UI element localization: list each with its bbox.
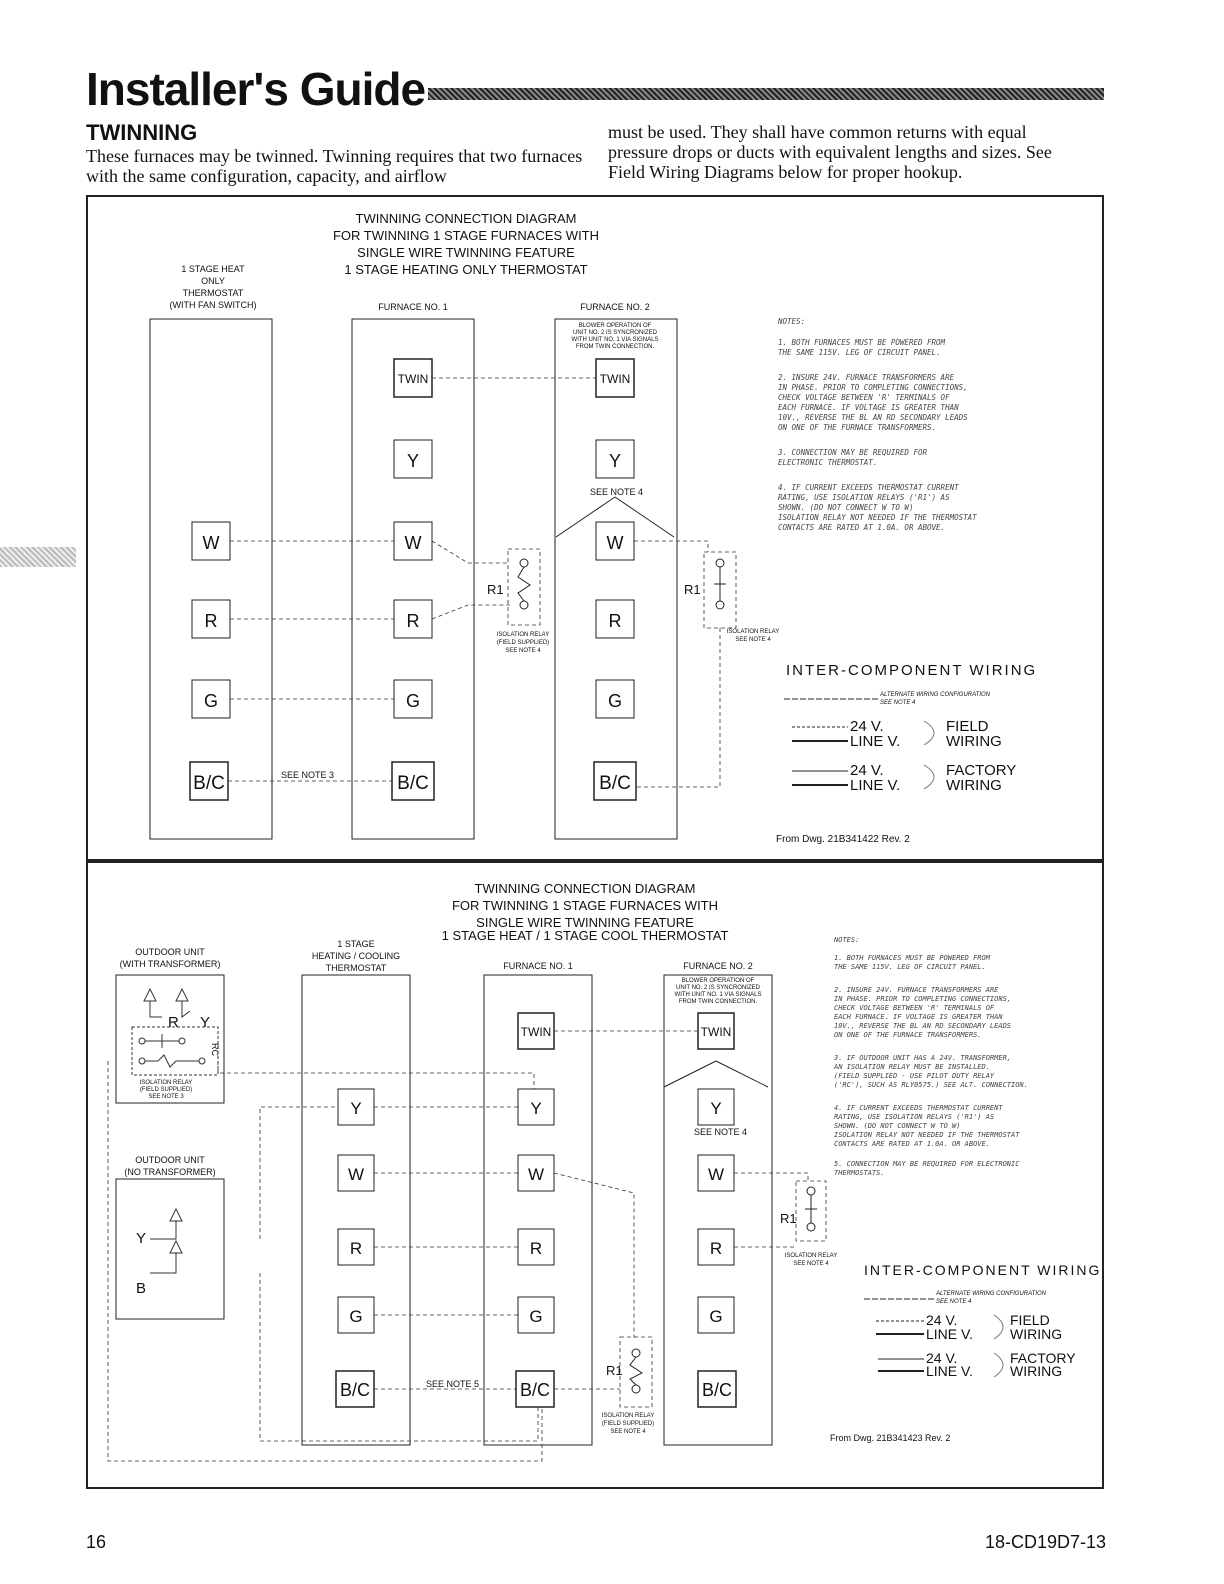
intro-paragraph-left: These furnaces may be twinned. Twinning requires that two furnaces with the same configuration, capacity, and airflow — [86, 146, 583, 186]
d1-furnace1-label: FURNACE NO. 1 — [378, 302, 448, 312]
thermostat-box — [150, 319, 272, 839]
d2-note-line: 10V., REVERSE THE BL AN RD SECONDARY LEADS — [834, 1022, 1012, 1030]
d2-outdoor2-b: B — [136, 1280, 147, 1297]
d1-blower-note-2: UNIT NO. 2 IS SYNCRONIZED — [573, 330, 657, 336]
d2-see-note-5: SEE NOTE 5 — [426, 1379, 480, 1389]
d2-legend-factory-2: WIRING — [1010, 1363, 1063, 1379]
twinning-diagram-heat-cool — [86, 859, 1104, 1489]
d2-f1-twin: TWIN — [520, 1025, 552, 1039]
side-tab-marker — [0, 547, 76, 567]
d2-iso-outdoor-1: ISOLATION RELAY — [139, 1080, 193, 1086]
d1-f2-r: R — [608, 611, 622, 631]
d2-note-line: THERMOSTATS. — [834, 1169, 885, 1177]
d2-note-line: (FIELD SUPPLIED - USE PILOT DUTY RELAY — [834, 1072, 995, 1080]
d2-furnace1-label: FURNACE NO. 1 — [503, 961, 573, 971]
d2-outdoor2-box — [116, 1179, 224, 1319]
d2-note-line: 1. BOTH FURNACES MUST BE POWERED FROM — [834, 954, 990, 962]
d2-outdoor-y: Y — [200, 1014, 211, 1031]
d2-note-line: 4. IF CURRENT EXCEEDS THERMOSTAT CURRENT — [834, 1104, 1003, 1112]
d2-legend-24v-field: 24 V. — [926, 1312, 958, 1328]
d2-note-line: EACH FURNACE. IF VOLTAGE IS GREATER THAN — [834, 1013, 1003, 1021]
d1-title-4: 1 STAGE HEATING ONLY THERMOSTAT — [344, 262, 588, 277]
section-heading: TWINNING — [86, 120, 198, 145]
d1-f2-bc: B/C — [599, 773, 631, 794]
d1-f1-twin: TWIN — [397, 372, 429, 386]
d1-r1-left: R1 — [487, 582, 504, 597]
d2-note-line: CHECK VOLTAGE BETWEEN 'R' TERMINALS OF — [834, 1004, 995, 1012]
d1-t-r: R — [204, 611, 218, 631]
d2-t-w: W — [347, 1165, 365, 1184]
d2-note-line: THE SAME 115V. LEG OF CIRCUIT PANEL. — [834, 963, 986, 971]
d2-t-r: R — [349, 1239, 363, 1258]
d2-note-line: ON ONE OF THE FURNACE TRANSFORMERS. — [834, 1031, 982, 1039]
twinning-diagram-heat-only — [86, 195, 1104, 863]
d2-outdoor2-label-1: OUTDOOR UNIT — [135, 1155, 205, 1165]
d2-legend-factory-1: FACTORY — [1010, 1350, 1076, 1366]
d2-furnace2-label: FURNACE NO. 2 — [683, 961, 753, 971]
d1-legend-field-2: WIRING — [946, 733, 1002, 750]
d2-notes-title: NOTES: — [834, 936, 860, 944]
d1-legend-alt-1: ALTERNATE WIRING CONFIGURATION — [880, 692, 991, 698]
d1-legend-line-field: LINE V. — [850, 733, 901, 750]
d1-legend-field-1: FIELD — [946, 718, 989, 735]
d1-legend-line-factory: LINE V. — [850, 777, 901, 794]
d2-notes — [833, 936, 1028, 1177]
d1-f2-w: W — [606, 533, 624, 553]
d2-legend-line-field: LINE V. — [926, 1326, 973, 1342]
d1-legend-24v-factory: 24 V. — [850, 762, 884, 779]
d2-f1-g: G — [529, 1307, 543, 1326]
d2-note-line: RATING, USE ISOLATION RELAYS ('R1') AS — [834, 1113, 995, 1121]
d1-f2-g: G — [607, 691, 623, 711]
d1-note-line: 10V., REVERSE THE BL AN RD SECONDARY LEADS — [778, 413, 968, 422]
d1-t-w: W — [202, 533, 220, 553]
d2-note-line: ('RC'), SUCH AS RLY0575.) SEE ALT. CONNECTION. — [834, 1081, 1028, 1089]
d1-f2-y: Y — [608, 451, 622, 471]
d2-legend-line-factory: LINE V. — [926, 1363, 973, 1379]
d2-t-bc: B/C — [339, 1380, 371, 1400]
d1-note-line: IN PHASE. PRIOR TO COMPLETING CONNECTIONS, — [778, 383, 968, 392]
d1-title-2: FOR TWINNING 1 STAGE FURNACES WITH — [332, 228, 600, 243]
d1-see-note-4: SEE NOTE 4 — [590, 487, 644, 497]
d1-tstat-label-4: (WITH FAN SWITCH) — [169, 300, 257, 310]
d2-iso-right-1: ISOLATION RELAY — [784, 1253, 838, 1259]
d1-legend-24v-field: 24 V. — [850, 718, 884, 735]
d1-legend-factory-1: FACTORY — [946, 762, 1017, 779]
d1-iso-left-1: ISOLATION RELAY — [496, 632, 550, 638]
d2-note-line: 3. IF OUTDOOR UNIT HAS A 24V. TRANSFORMER, — [834, 1054, 1012, 1062]
d1-f1-g: G — [405, 691, 421, 711]
d1-see-note-3: SEE NOTE 3 — [281, 770, 335, 780]
d1-t-g: G — [203, 691, 219, 711]
d1-notes-title: NOTES: — [778, 317, 806, 326]
d1-note-line: ISOLATION RELAY NOT NEEDED IF THE THERMOSTAT — [778, 513, 977, 522]
d1-furnace2-label: FURNACE NO. 2 — [580, 302, 650, 312]
d1-iso-right-1: ISOLATION RELAY — [726, 629, 780, 635]
d2-iso-bottom-1: ISOLATION RELAY — [601, 1413, 655, 1419]
d2-tstat-label-3: THERMOSTAT — [325, 963, 387, 973]
d2-outdoor1-label-2: (WITH TRANSFORMER) — [119, 959, 221, 969]
d1-f2-twin: TWIN — [599, 372, 631, 386]
d1-legend-factory-2: WIRING — [946, 777, 1002, 794]
d2-f2-w: W — [707, 1165, 725, 1184]
d2-t-g: G — [349, 1307, 363, 1326]
d2-f2-y: Y — [710, 1099, 722, 1118]
d2-tstat-label-2: HEATING / COOLING — [311, 951, 401, 961]
d2-title-3: SINGLE WIRE TWINNING FEATURE — [476, 915, 694, 930]
d2-title-1: TWINNING CONNECTION DIAGRAM — [474, 881, 696, 896]
d2-note-line: SHOWN. (DO NOT CONNECT W TO W) — [834, 1122, 961, 1130]
d1-notes — [777, 317, 977, 532]
document-number: 18-CD19D7-13 — [984, 1532, 1106, 1552]
d1-iso-left-2: (FIELD SUPPLIED) — [496, 640, 550, 646]
page-title: Installer's Guide — [86, 63, 426, 115]
d1-note-line: THE SAME 115V. LEG OF CIRCUIT PANEL. — [778, 348, 941, 357]
d2-r1-bottom: R1 — [606, 1363, 623, 1378]
d2-iso-bottom-3: SEE NOTE 4 — [610, 1429, 646, 1435]
d1-note-line: ELECTRONIC THERMOSTAT. — [778, 458, 878, 467]
d2-f2-r: R — [709, 1239, 723, 1258]
d2-from-dwg: From Dwg. 21B341423 Rev. 2 — [830, 1433, 951, 1443]
d1-blower-note-1: BLOWER OPERATION OF — [578, 323, 652, 329]
d2-blower-note-4: FROM TWIN CONNECTION. — [678, 999, 758, 1005]
d2-legend-field-1: FIELD — [1010, 1312, 1050, 1328]
d1-iso-left-3: SEE NOTE 4 — [505, 648, 541, 654]
d1-note-line: CHECK VOLTAGE BETWEEN 'R' TERMINALS OF — [778, 393, 950, 402]
d1-tstat-label-2: ONLY — [201, 276, 225, 286]
d2-note-line: AN ISOLATION RELAY MUST BE INSTALLED. — [834, 1063, 990, 1071]
d1-blower-note-4: FROM TWIN CONNECTION. — [575, 344, 655, 350]
d2-iso-right-2: SEE NOTE 4 — [793, 1261, 829, 1267]
d1-note-line: EACH FURNACE. IF VOLTAGE IS GREATER THAN — [778, 403, 959, 412]
d1-note-line: CONTACTS ARE RATED AT 1.0A. OR ABOVE. — [778, 523, 946, 532]
d2-blower-note-1: BLOWER OPERATION OF — [681, 978, 755, 984]
d2-f2-twin: TWIN — [700, 1025, 732, 1039]
d1-legend-title: INTER-COMPONENT WIRING — [786, 662, 1038, 679]
d2-blower-note-3: WITH UNIT NO. 1 VIA SIGNALS — [674, 992, 762, 998]
d2-tstat-label-1: 1 STAGE — [337, 939, 375, 949]
d2-note-line: 5. CONNECTION MAY BE REQUIRED FOR ELECTRONIC — [834, 1160, 1020, 1168]
d1-from-dwg: From Dwg. 21B341422 Rev. 2 — [776, 834, 910, 845]
d2-iso-outdoor-3: SEE NOTE 3 — [148, 1094, 184, 1100]
d2-f1-r: R — [529, 1239, 543, 1258]
d2-iso-bottom-2: (FIELD SUPPLIED) — [601, 1421, 655, 1427]
d1-note-line: RATING, USE ISOLATION RELAYS ('R1') AS — [778, 493, 950, 502]
title-rule — [428, 88, 1104, 100]
d2-legend — [864, 1262, 1101, 1379]
d2-title-2: FOR TWINNING 1 STAGE FURNACES WITH — [451, 898, 719, 913]
d1-tstat-label-3: THERMOSTAT — [182, 288, 244, 298]
d1-title-3: SINGLE WIRE TWINNING FEATURE — [357, 245, 575, 260]
page-number: 16 — [86, 1532, 107, 1552]
d2-see-note-4: SEE NOTE 4 — [694, 1127, 748, 1137]
d2-t-y: Y — [350, 1099, 362, 1118]
d1-f1-r: R — [406, 611, 420, 631]
d2-note-line: ISOLATION RELAY NOT NEEDED IF THE THERMOSTAT — [834, 1131, 1020, 1139]
d2-iso-outdoor-2: (FIELD SUPPLIED) — [139, 1087, 193, 1093]
d2-outdoor-rc: RC — [210, 1043, 220, 1056]
d1-blower-note-3: WITH UNIT NO. 1 VIA SIGNALS — [571, 337, 659, 343]
d2-blower-note-2: UNIT NO. 2 IS SYNCRONIZED — [676, 985, 760, 991]
d2-outdoor1-label-1: OUTDOOR UNIT — [135, 947, 205, 957]
d1-field-wiring — [228, 378, 736, 787]
d2-title-4: 1 STAGE HEAT / 1 STAGE COOL THERMOSTAT — [441, 928, 729, 943]
d2-outdoor2-label-2: (NO TRANSFORMER) — [124, 1167, 216, 1177]
d2-legend-field-2: WIRING — [1010, 1326, 1063, 1342]
d2-r1-right: R1 — [780, 1211, 797, 1226]
d1-t-bc: B/C — [193, 773, 225, 794]
d1-legend-alt-2: SEE NOTE 4 — [880, 700, 916, 706]
d2-f2-g: G — [709, 1307, 723, 1326]
d2-legend-alt-1: ALTERNATE WIRING CONFIGURATION — [936, 1291, 1047, 1297]
d1-note-line: SHOWN. (DO NOT CONNECT W TO W) — [778, 503, 914, 512]
d1-legend — [784, 662, 1037, 794]
d2-note-line: CONTACTS ARE RATED AT 1.0A. OR ABOVE. — [834, 1140, 990, 1148]
d2-note-line: IN PHASE. PRIOR TO COMPLETING CONNECTIONS, — [834, 995, 1012, 1003]
d2-f1-bc: B/C — [519, 1380, 551, 1400]
d1-note-line: 4. IF CURRENT EXCEEDS THERMOSTAT CURRENT — [778, 483, 959, 492]
d1-note-line: 2. INSURE 24V. FURNACE TRANSFORMERS ARE — [778, 373, 955, 382]
d2-f2-bc: B/C — [701, 1380, 733, 1400]
d1-f1-w: W — [404, 533, 422, 553]
d1-f1-bc: B/C — [397, 773, 429, 794]
d1-iso-right-2: SEE NOTE 4 — [735, 637, 771, 643]
d2-legend-alt-2: SEE NOTE 4 — [936, 1299, 972, 1305]
d1-f1-y: Y — [406, 451, 420, 471]
d1-title-1: TWINNING CONNECTION DIAGRAM — [355, 211, 577, 226]
d1-note-line: ON ONE OF THE FURNACE TRANSFORMERS. — [778, 423, 937, 432]
d1-tstat-label-1: 1 STAGE HEAT — [181, 264, 245, 274]
d2-outdoor-r: R — [168, 1014, 179, 1031]
d2-legend-title: INTER-COMPONENT WIRING — [864, 1262, 1102, 1278]
d2-f1-y: Y — [530, 1099, 542, 1118]
d1-note-line: 3. CONNECTION MAY BE REQUIRED FOR — [778, 448, 928, 457]
d2-legend-24v-factory: 24 V. — [926, 1350, 958, 1366]
d2-note-line: 2. INSURE 24V. FURNACE TRANSFORMERS ARE — [834, 986, 999, 994]
d1-r1-right: R1 — [684, 582, 701, 597]
d2-f1-w: W — [527, 1165, 545, 1184]
d2-outdoor2-y: Y — [136, 1230, 147, 1247]
intro-paragraph-right: must be used. They shall have common returns with equal pressure drops or ducts with equivalent lengths and sizes. See Field Wiring Diagrams below for proper hookup. — [608, 122, 1052, 182]
d1-note-line: 1. BOTH FURNACES MUST BE POWERED FROM — [778, 338, 946, 347]
